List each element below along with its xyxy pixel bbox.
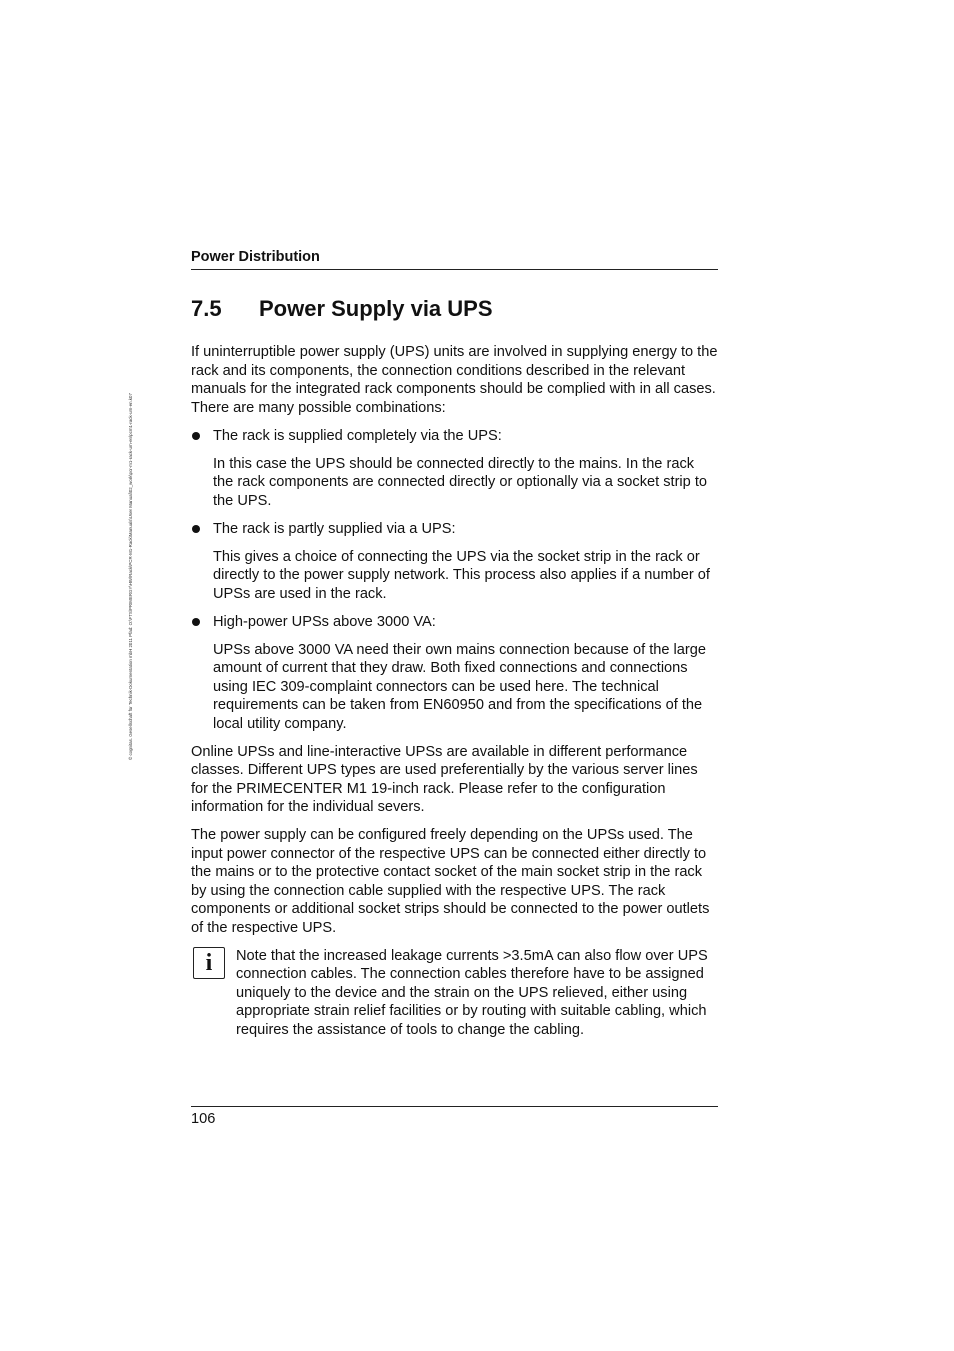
section-title: Power Supply via UPS bbox=[259, 296, 493, 321]
side-copyright-text: © cognitas. Gesellschaft für Technik-Dokumentation mbH 2011 Pfad: O:\FTS\PRIMERGY\HW\Rack\PCR-M1-Rack\Manuals\User Manual\02_work\pcr-m1-rack-um-en\pcm1-rack-um-en.k07 bbox=[128, 393, 133, 760]
section-heading bbox=[191, 295, 718, 323]
info-note bbox=[191, 947, 718, 1040]
bullet-label: The rack is partly supplied via a UPS: bbox=[213, 520, 456, 537]
bullet-icon bbox=[192, 525, 200, 533]
bullet-item bbox=[191, 613, 718, 632]
bullet-detail: This gives a choice of connecting the UPS via the socket strip in the rack or directly to the power supply network. This process also applies if a number of UPSs are used in the rack. bbox=[213, 548, 710, 602]
bullet-detail: UPSs above 3000 VA need their own mains connection because of the large amount of current that they draw. Both fixed connections and connections using IEC 309-complaint connectors can be used here. The technical requirements can be taken from EN60950 and from the specifications of the local utility company. bbox=[213, 641, 706, 732]
bullet-label: High-power UPSs above 3000 VA: bbox=[213, 613, 436, 630]
page-number: 106 bbox=[191, 1111, 216, 1127]
bullet-icon bbox=[192, 618, 200, 626]
footer-rule bbox=[191, 1106, 718, 1107]
intro-paragraph: If uninterruptible power supply (UPS) units are involved in supplying energy to the rack and its components, the connection conditions described in the relevant manuals for the integrated rack components should be complied with in all cases. There are many possible combinations: bbox=[191, 344, 718, 416]
info-note-text: Note that the increased leakage currents >3.5mA can also flow over UPS connection cables. The connection cables therefore have to be assigned uniquely to the device and the strain on the UPS relieved, either using appropriate strain relief facilities or by routing with suitable cabling, which requires the assistance of tools to change the cabling. bbox=[236, 947, 708, 1038]
body-content bbox=[191, 343, 718, 1039]
running-header: Power Distribution bbox=[191, 249, 320, 265]
header-rule bbox=[191, 269, 718, 270]
bullet-icon bbox=[192, 432, 200, 440]
side-copyright-note bbox=[128, 240, 140, 760]
bullet-item bbox=[191, 520, 718, 539]
body-paragraph: Online UPSs and line-interactive UPSs are available in different performance classes. Different UPS types are used preferentially by the various server lines for the PRIMECENTER M1 19-inch rack. Please refer to the configuration information for the individual severs. bbox=[191, 743, 698, 815]
body-paragraph: The power supply can be configured freely depending on the UPSs used. The input power connector of the respective UPS can be connected either directly to the mains or to the protective contact socket of the main socket strip in the rack by using the connection cable supplied with the respective UPS. The rack components or additional socket strips should be connected to the power outlets of the respective UPS. bbox=[191, 827, 710, 936]
section-number: 7.5 bbox=[191, 296, 222, 321]
info-icon: i bbox=[193, 947, 225, 979]
bullet-detail: In this case the UPS should be connected directly to the mains. In the rack the rack components are connected directly or optionally via a socket strip to the UPS. bbox=[213, 455, 708, 509]
bullet-item bbox=[191, 427, 718, 446]
bullet-label: The rack is supplied completely via the UPS: bbox=[213, 427, 502, 444]
